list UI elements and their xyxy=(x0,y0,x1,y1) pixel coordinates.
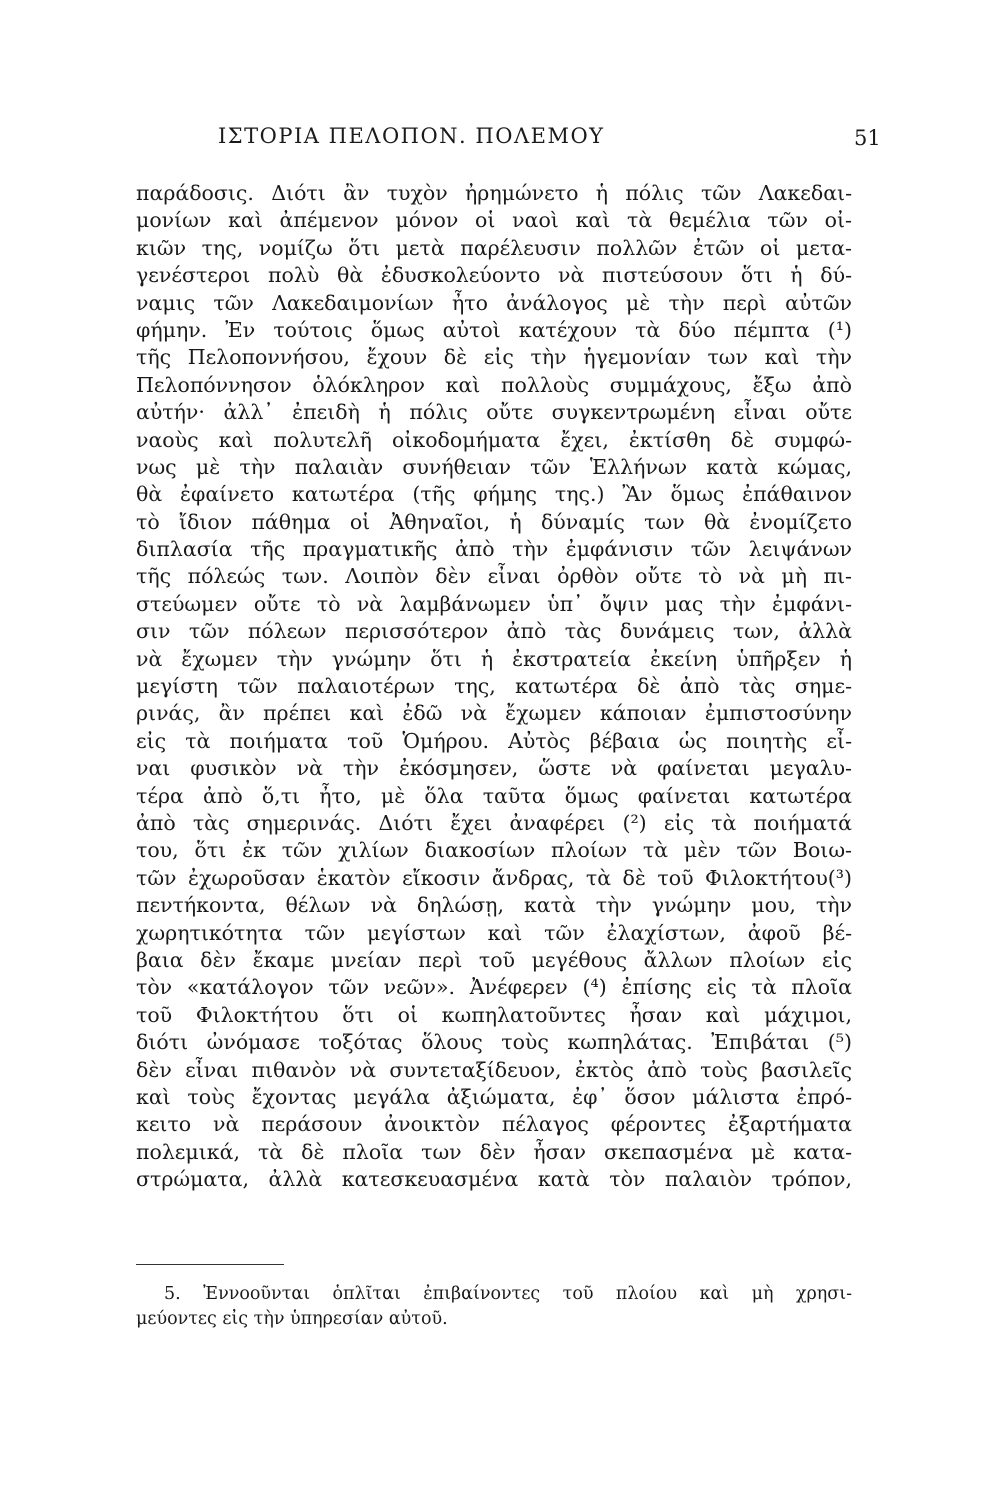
footnote-line: 5. Ἐννοοῦνται ὁπλῖται ἐπιβαίνοντες τοῦ πλοίου καὶ μὴ χρησι- xyxy=(164,1284,852,1304)
text-line: τῆς πόλεώς των. Λοιπὸν δὲν εἶναι ὀρθὸν οὔτε τὸ νὰ μὴ πι- xyxy=(136,564,852,589)
text-line: ἀπὸ τὰς σημερινάς. Διότι ἔχει ἀναφέρει (²) εἰς τὰ ποιήματά xyxy=(136,810,852,835)
text-line: κειτο νὰ περάσουν ἀνοικτὸν πέλαγος φέροντες ἐξαρτήματα xyxy=(136,1112,852,1137)
text-line: του, ὅτι ἐκ τῶν χιλίων διακοσίων πλοίων τὰ μὲν τῶν Βοιω- xyxy=(136,838,852,863)
text-line: μονίων καὶ ἀπέμενον μόνον οἱ ναοὶ καὶ τὰ θεμέλια τῶν οἰ- xyxy=(136,208,852,233)
text-line: χωρητικότητα τῶν μεγίστων καὶ τῶν ἐλαχίστων, ἀφοῦ βέ- xyxy=(136,920,852,945)
text-line: αὐτήν· ἀλλ᾽ ἐπειδὴ ἡ πόλις οὔτε συγκεντρωμένη εἶναι οὔτε xyxy=(136,400,852,425)
body-text xyxy=(136,180,852,1193)
text-line: ρινάς, ἂν πρέπει καὶ ἐδῶ νὰ ἔχωμεν κάποιαν ἐμπιστοσύνην xyxy=(136,701,852,726)
text-line: Πελοπόννησον ὁλόκληρον καὶ πολλοὺς συμμάχους, ἔξω ἀπὸ xyxy=(136,372,852,397)
page-number: 51 xyxy=(854,126,881,150)
text-line: τέρα ἀπὸ ὅ,τι ἦτο, μὲ ὅλα ταῦτα ὅμως φαίνεται κατωτέρα xyxy=(136,783,852,808)
running-head xyxy=(0,124,984,154)
text-line: τῆς Πελοποννήσου, ἔχουν δὲ εἰς τὴν ἡγεμονίαν των καὶ τὴν xyxy=(136,345,852,370)
footnote-line: μεύοντες εἰς τὴν ὑπηρεσίαν αὐτοῦ. xyxy=(136,1309,448,1329)
text-line: τὸν «κατάλογον τῶν νεῶν». Ἀνέφερεν (⁴) ἐπίσης εἰς τὰ πλοῖα xyxy=(136,975,852,1000)
footnote xyxy=(136,1282,852,1332)
text-line: τῶν ἐχωροῦσαν ἑκατὸν εἴκοσιν ἄνδρας, τὰ δὲ τοῦ Φιλοκτήτου(³) xyxy=(136,865,852,890)
text-line: ναμις τῶν Λακεδαιμονίων ἦτο ἀνάλογος μὲ τὴν περὶ αὐτῶν xyxy=(136,290,852,315)
text-line: κιῶν της, νομίζω ὅτι μετὰ παρέλευσιν πολλῶν ἐτῶν οἱ μετα- xyxy=(136,235,852,260)
text-line: διπλασία τῆς πραγματικῆς ἀπὸ τὴν ἐμφάνισιν τῶν λειψάνων xyxy=(136,537,852,562)
text-line: παράδοσις. Διότι ἂν τυχὸν ἠρημώνετο ἡ πόλις τῶν Λακεδαι- xyxy=(136,181,852,205)
running-title: ΙΣΤΟΡΙΑ ΠΕΛΟΠΟΝ. ΠΟΛΕΜΟΥ xyxy=(218,124,605,148)
text-line: τὸ ἴδιον πάθημα οἱ Ἀθηναῖοι, ἡ δύναμίς των θὰ ἐνομίζετο xyxy=(136,509,852,534)
text-line: νὰ ἔχωμεν τὴν γνώμην ὅτι ἡ ἐκστρατεία ἐκείνη ὑπῆρξεν ἡ xyxy=(136,646,852,671)
text-line: ναοὺς καὶ πολυτελῆ οἰκοδομήματα ἔχει, ἐκτίσθη δὲ συμφώ- xyxy=(136,427,852,452)
text-line: δὲν εἶναι πιθανὸν νὰ συντεταξίδευον, ἐκτὸς ἀπὸ τοὺς βασιλεῖς xyxy=(136,1057,852,1082)
text-line: στρώματα, ἀλλὰ κατεσκευασμένα κατὰ τὸν παλαιὸν τρόπον, xyxy=(136,1167,852,1192)
text-line: ναι φυσικὸν νὰ τὴν ἐκόσμησεν, ὥστε νὰ φαίνεται μεγαλυ- xyxy=(136,756,852,781)
footnote-divider xyxy=(136,1264,284,1265)
text-line: θὰ ἐφαίνετο κατωτέρα (τῆς φήμης της.) Ἂν ὅμως ἐπάθαινον xyxy=(136,482,852,507)
text-line: εἰς τὰ ποιήματα τοῦ Ὁμήρου. Αὐτὸς βέβαια ὡς ποιητὴς εἶ- xyxy=(136,728,852,753)
text-line: στεύωμεν οὔτε τὸ νὰ λαμβάνωμεν ὑπ᾽ ὄψιν μας τὴν ἐμφάνι- xyxy=(136,591,852,616)
text-line: τοῦ Φιλοκτήτου ὅτι οἱ κωπηλατοῦντες ἦσαν καὶ μάχιμοι, xyxy=(136,1002,852,1027)
text-line: σιν τῶν πόλεων περισσότερον ἀπὸ τὰς δυνάμεις των, ἀλλὰ xyxy=(136,619,852,644)
text-line: φήμην. Ἐν τούτοις ὅμως αὐτοὶ κατέχουν τὰ δύο πέμπτα (¹) xyxy=(136,317,852,342)
text-line: καὶ τοὺς ἔχοντας μεγάλα ἀξιώματα, ἐφ᾽ ὅσον μάλιστα ἐπρό- xyxy=(136,1084,852,1109)
text-line: διότι ὠνόμασε τοξότας ὅλους τοὺς κωπηλάτας. Ἐπιβάται (⁵) xyxy=(136,1030,852,1055)
text-line: πεντήκοντα, θέλων νὰ δηλώσῃ, κατὰ τὴν γνώμην μου, τὴν xyxy=(136,893,852,918)
text-line: γενέστεροι πολὺ θὰ ἐδυσκολεύοντο νὰ πιστεύσουν ὅτι ἡ δύ- xyxy=(136,263,852,288)
text-line: μεγίστη τῶν παλαιοτέρων της, κατωτέρα δὲ ἀπὸ τὰς σημε- xyxy=(136,674,852,699)
text-line: βαια δὲν ἔκαμε μνείαν περὶ τοῦ μεγέθους ἄλλων πλοίων εἰς xyxy=(136,947,852,972)
text-line: νως μὲ τὴν παλαιὰν συνήθειαν τῶν Ἑλλήνων κατὰ κώμας, xyxy=(136,454,852,479)
text-line: πολεμικά, τὰ δὲ πλοῖα των δὲν ἦσαν σκεπασμένα μὲ κατα- xyxy=(136,1139,852,1164)
